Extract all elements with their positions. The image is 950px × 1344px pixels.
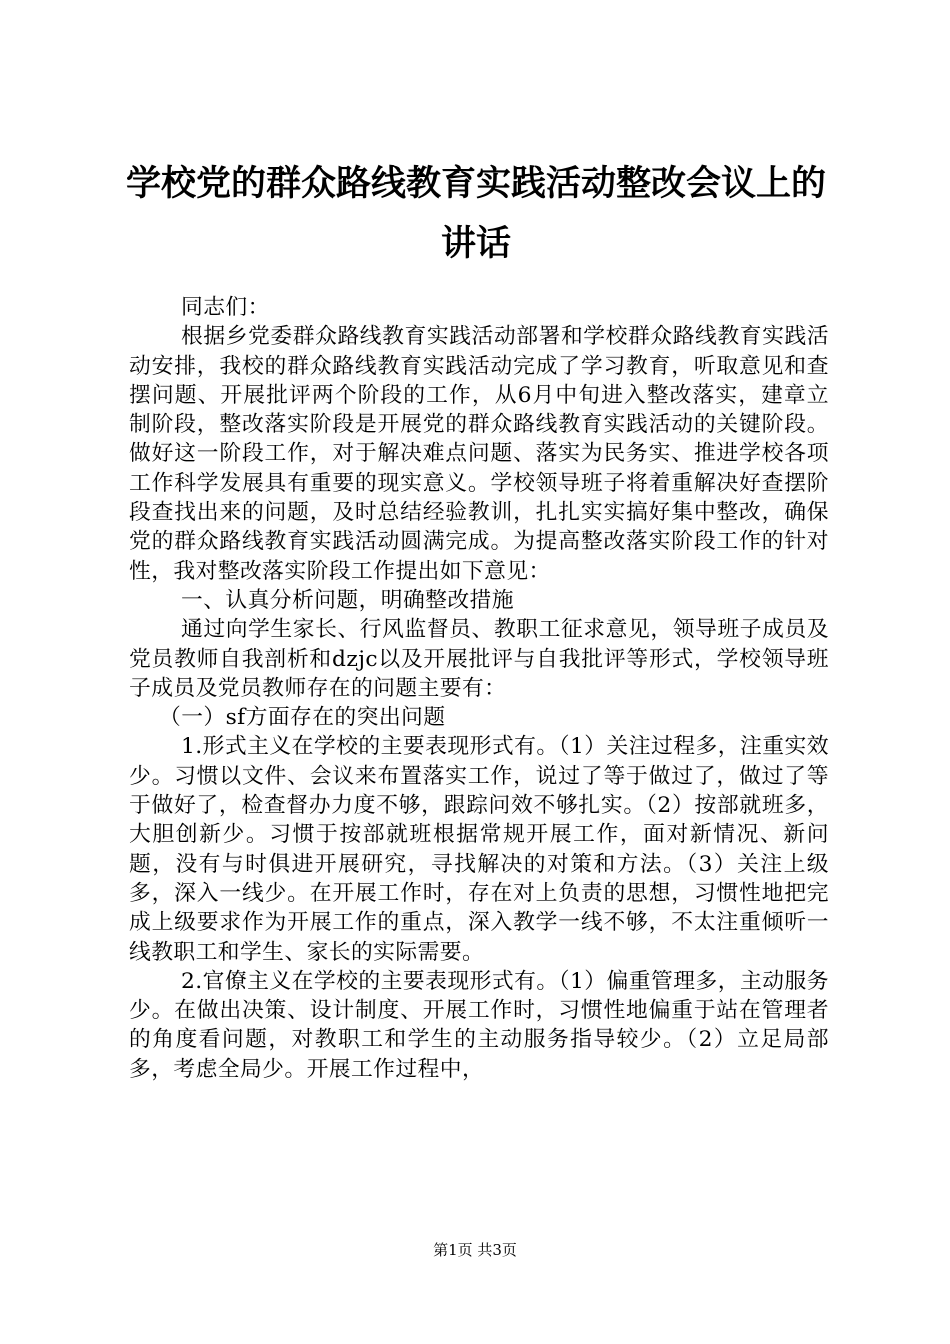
subsection-heading: （一）sf方面存在的突出问题 xyxy=(159,705,446,731)
document-title-line-2: 讲话 xyxy=(440,223,511,264)
body-paragraph: 通过向学生家长、行风监督员、教职工征求意见，领导班子成员及党员教师自我剖析和dzjc以及开展批评与自我批评等形式，学校领导班子成员及党员教师存在的问题主要有： xyxy=(129,617,829,701)
document-title-line-1: 学校党的群众路线教育实践活动整改会议上的 xyxy=(125,163,826,204)
body-paragraph: 2.官僚主义在学校的主要表现形式有。（1）偏重管理多，主动服务少。在做出决策、设计制度、开展工作时，习惯性地偏重于站在管理者的角度看问题，对教职工和学生的主动服务指导较少。（2）立足局部多，考虑全局少。开展工作过程中， xyxy=(129,968,829,1082)
salutation: 同志们： xyxy=(181,295,270,320)
section-heading: 一、认真分析问题，明确整改措施 xyxy=(181,587,514,613)
document-body xyxy=(129,293,829,1084)
body-paragraph: 1.形式主义在学校的主要表现形式有。（1）关注过程多，注重实效少。习惯以文件、会议来布置落实工作，说过了等于做过了，做过了等于做好了，检查督办力度不够，跟踪问效不够扎实。（2）按部就班多，大胆创新少。习惯于按部就班根据常规开展工作，面对新情况、新问题，没有与时俱进开展研究，寻找解决的对策和方法。（3）关注上级多，深入一线少。在开展工作时，存在对上负责的思想，习惯性地把完成上级要求作为开展工作的重点，深入教学一线不够，不太注重倾听一线教职工和学生、家长的实际需要。 xyxy=(129,734,829,965)
body-paragraph: 根据乡党委群众路线教育实践活动部署和学校群众路线教育实践活动安排，我校的群众路线教育实践活动完成了学习教育，听取意见和查摆问题、开展批评两个阶段的工作，从6月中旬进入整改落实，建章立制阶段，整改落实阶段是开展党的群众路线教育实践活动的关键阶段。做好这一阶段工作，对于解决难点问题、落实为民务实、推进学校各项工作科学发展具有重要的现实意义。学校领导班子将着重解决好查摆阶段查找出来的问题，及时总结经验教训，扎扎实实搞好集中整改，确保党的群众路线教育实践活动圆满完成。为提高整改落实阶段工作的针对性，我对整改落实阶段工作提出如下意见： xyxy=(129,324,829,584)
page-footer: 第1页 共3页 xyxy=(433,1241,517,1259)
